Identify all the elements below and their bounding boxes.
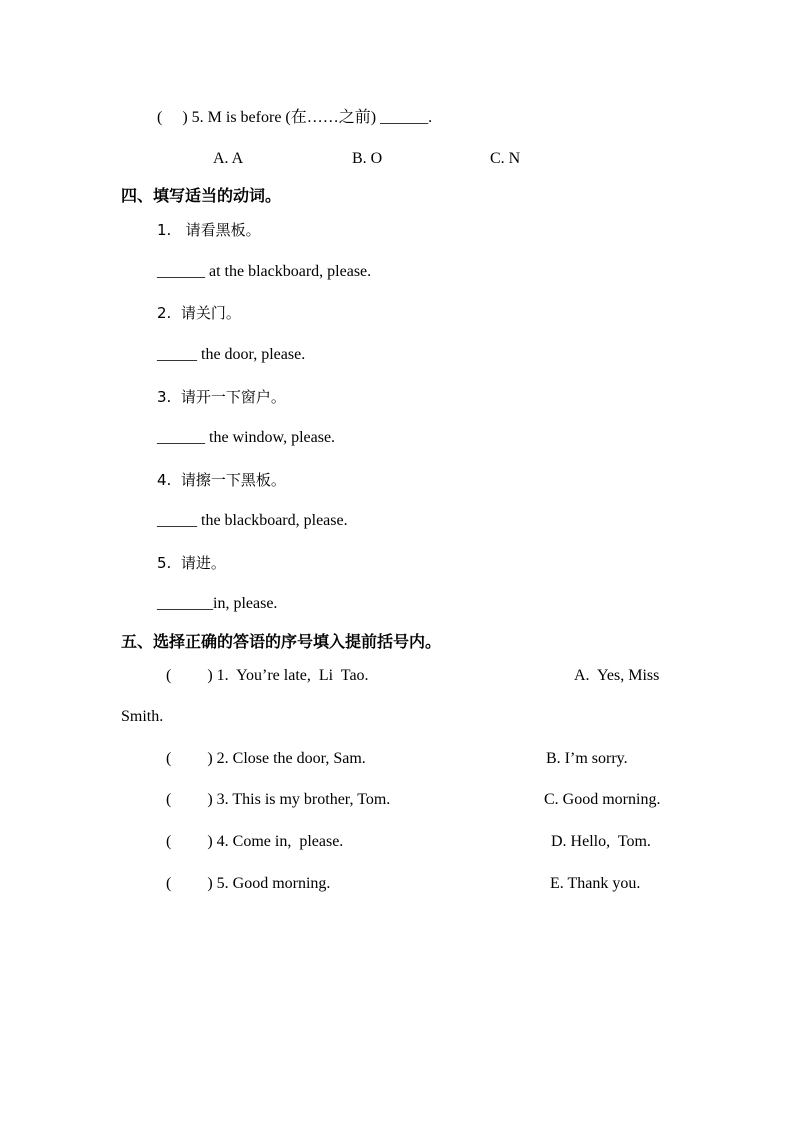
- option-a: A. A: [213, 150, 244, 167]
- s4-answer-4: _____ the blackboard, please.: [157, 512, 348, 529]
- option-b: B. O: [352, 150, 383, 167]
- s4-prompt-5: 5. 请进。: [157, 554, 226, 572]
- s5-question-3: ( ) 3. This is my brother, Tom.: [166, 791, 391, 808]
- s4-prompt-1: 1. 请看黑板。: [157, 221, 261, 239]
- section-4-title: 四、填写适当的动词。: [121, 186, 282, 205]
- question-5: ( ) 5. M is before (在……之前) ______.: [157, 109, 433, 126]
- s4-answer-2: _____ the door, please.: [157, 346, 306, 363]
- section-5-title: 五、选择正确的答语的序号填入提前括号内。: [121, 632, 442, 651]
- s4-prompt-4: 4. 请擦一下黑板。: [157, 471, 286, 489]
- s5-answer-e: E. Thank you.: [550, 875, 641, 892]
- s4-prompt-3: 3. 请开一下窗户。: [157, 388, 286, 406]
- s4-answer-1: ______ at the blackboard, please.: [157, 263, 372, 280]
- s5-answer-a-wrap: Smith.: [121, 708, 164, 725]
- s5-answer-a: A. Yes, Miss: [574, 667, 660, 684]
- s5-answer-c: C. Good morning.: [544, 791, 661, 808]
- s5-question-4: ( ) 4. Come in, please.: [166, 833, 344, 850]
- s5-answer-b: B. I’m sorry.: [546, 750, 628, 767]
- s5-question-1: ( ) 1. You’re late, Li Tao.: [166, 667, 369, 684]
- s4-prompt-2: 2. 请关门。: [157, 304, 241, 322]
- s5-question-2: ( ) 2. Close the door, Sam.: [166, 750, 366, 767]
- s5-answer-d: D. Hello, Tom.: [551, 833, 651, 850]
- s5-question-5: ( ) 5. Good morning.: [166, 875, 331, 892]
- s4-answer-5: _______in, please.: [157, 595, 278, 612]
- s4-answer-3: ______ the window, please.: [157, 429, 336, 446]
- option-c: C. N: [490, 150, 521, 167]
